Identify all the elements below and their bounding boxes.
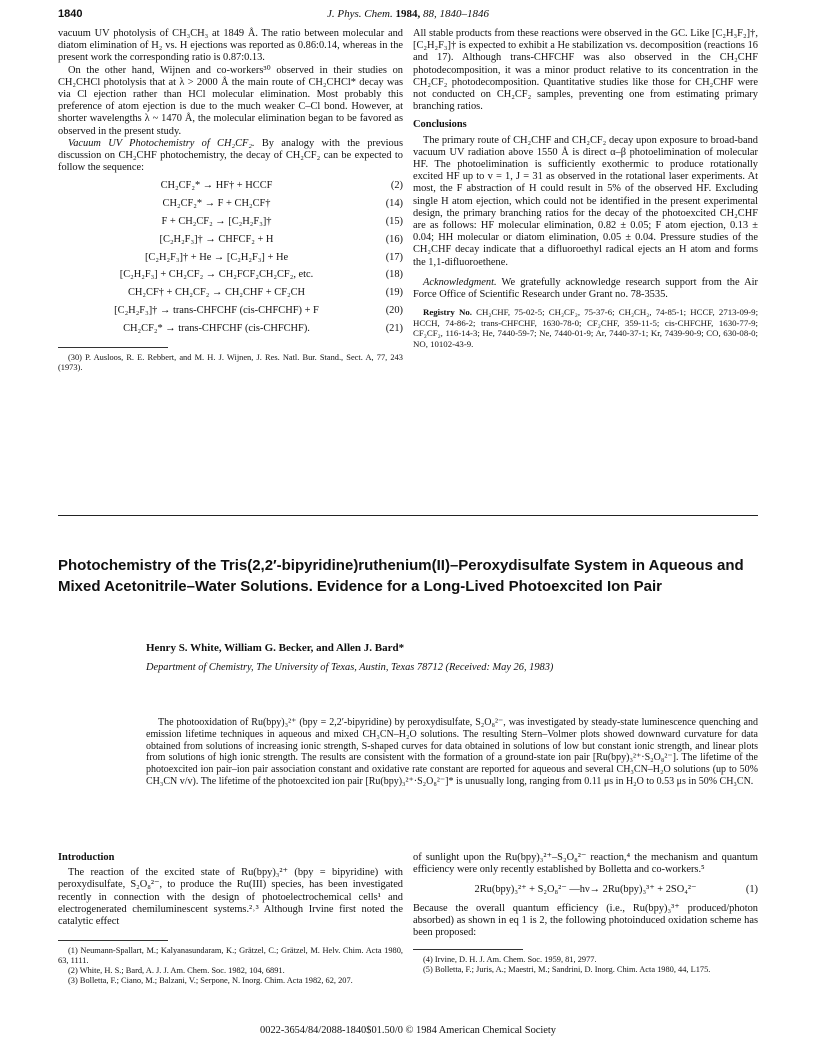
section-heading: Conclusions [413, 119, 467, 131]
footnote-rule [58, 347, 168, 348]
paragraph: The reaction of the excited state of Ru(bpy)₃²⁺ (bpy = bipyridine) with peroxydisulfate, S₂O₈²⁻, to produce the Ru(III) species, has been investigated recently in connection with the design of photoelectrochemical cells¹ and electrogenerated chemiluminescent systems.²˒³ Although Irvine first noted the catalytic effect [58, 867, 403, 928]
abstract [146, 717, 758, 788]
equation: F + CH₂CF₂ → [C₂H₂F₃]† (15) [161, 216, 403, 228]
footnote: (1) Neumann-Spallart, M.; Kalyanasundaram, K.; Grätzel, C.; Grätzel, M. Helv. Chim. Acta 1980, 63, 1111. [58, 946, 403, 966]
equation-number: (1) [745, 884, 758, 896]
equation [413, 884, 758, 896]
footnote-rule [58, 940, 168, 941]
intro-right-column [413, 852, 758, 975]
registry-head: Registry No. [423, 307, 472, 318]
equation: [C₂H₂F₃] + CH₂CF₂ → CH₂FCF₂CH₂CF₂, etc. (18) [119, 269, 403, 281]
equation: [C₂H₂F₃]† → CHFCF₂ + H (16) [159, 233, 403, 245]
paragraph: vacuum UV photolysis of CH₃CH₃ at 1849 Å. The ratio between molecular and diatom elimination of H₂ vs. H ejections was reported as 0.86:0.14, whereas in the present work the corresponding ratio is 0.87:0.13. [58, 28, 403, 64]
footnote: (5) Bolletta, F.; Juris, A.; Maestri, M.; Sandrini, D. Inorg. Chim. Acta 1980, 44, L175. [423, 965, 711, 975]
registry-numbers [413, 307, 758, 349]
paragraph [58, 138, 403, 175]
equation-block [58, 180, 403, 340]
equation: [C₂H₂F₃]† → trans-CHFCHF (cis-CHFCHF) + F (20) [114, 305, 403, 317]
acknowledgment [413, 277, 758, 301]
journal-pages: 88, 1840–1846 [422, 8, 489, 20]
registry-text: CH₂CHF, 75-02-5; CH₂CF₂, 75-37-6; CH₂CH₂, 74-85-1; HCCF, 2713-09-9; HCCH, 74-86-2; trans-CHFCHF, 1630-78-0; CF₂CHF, 359-11-5; cis-CHFCHF, 1630-77-9; CF₂CF₂, 116-14-3; He, 7440-59-7; Ne, 7440-01-9; Ar, 7440-37-1; Kr, 7439-90-9; CO, 630-08-0; NO, 10102-43-9. [413, 307, 759, 350]
left-column [58, 28, 403, 373]
running-header [58, 8, 758, 24]
journal-citation [58, 8, 758, 20]
equation: CH₂CF₂* → F + CH₂CF† (14) [162, 198, 403, 210]
article-affiliation: Department of Chemistry, The University of Texas, Austin, Texas 78712 (Received: May 26, 1983) [146, 662, 554, 673]
equation: [C₂H₂F₃]† + He → [C₂H₂F₃] + He (17) [144, 251, 403, 263]
article-divider [58, 515, 758, 516]
journal-name: J. Phys. Chem. [327, 8, 393, 20]
abstract-text: The photooxidation of Ru(bpy)₃²⁺ (bpy = 2,2′-bipyridine) by peroxydisulfate, S₂O₈²⁻, was investigated by steady-state luminescence quenching and emission lifetime techniques in aqueous and mixed CH₃CN–H₂O solutions. The resulting Stern–Volmer plots showed downward curvature for data obtained from solutions of increasing ionic strength, S-shaped curves for data obtained in solutions of low but constant ionic strength, and linear plots from solutions of high ionic strength. The results are consistent with the formation of a ground-state ion pair [Ru(bpy)₃²⁺·S₂O₈²⁻]. The lifetime of the photoexcited ion pair–ion pair association constant and oxidative rate constant are reported for aqueous and several CH₃CN–H₂O solutions (up to 50% CH₃CN v/v). The lifetime of the photoexcited ion pair [Ru(bpy)₃²⁺·S₂O₈²⁻]* is unusually long, ranging from 0.11 μs in H₂O to 0.53 μs in 50% CH₃CN. [146, 717, 758, 787]
paragraph-text: By analogy with the previous discussion on CH₂CHF photochemistry, the decay of CH₂CF₂ can be expected to follow the sequence: [58, 137, 403, 174]
section-run-in-head: Vacuum UV Photochemistry of CH₂CF₂. [68, 137, 255, 149]
footnote-rule [413, 949, 523, 950]
footnote: (3) Bolletta, F.; Ciano, M.; Balzani, V.; Serpone, N. Inorg. Chim. Acta 1982, 62, 207. [68, 976, 353, 986]
page-number: 1840 [58, 8, 83, 20]
footnote: (4) Irvine, D. H. J. Am. Chem. Soc. 1959, 81, 2977. [423, 955, 597, 965]
section-heading: Introduction [58, 852, 115, 863]
acknowledgment-head: Acknowledgment. [423, 276, 497, 288]
paragraph: of sunlight upon the Ru(bpy)₃²⁺–S₂O₈²⁻ reaction,⁴ the mechanism and quantum efficiency were only recently established by Bolletta and co-workers.⁵ [413, 852, 758, 876]
equation: CH₂CF₂* → HF† + HCCF (2) [160, 180, 403, 192]
article-title: Photochemistry of the Tris(2,2′-bipyridine)ruthenium(II)–Peroxydisulfate System in Aqueous and Mixed Acetonitrile–Water Solutions. Evidence for a Long-Lived Photoexcited Ion Pair [58, 557, 744, 595]
article-authors: Henry S. White, William G. Becker, and Allen J. Bard* [146, 642, 405, 654]
paragraph: The primary route of CH₂CHF and CH₂CF₂ decay upon exposure to broad-band vacuum UV radiation above 1550 Å is direct α–β photoelimination of molecular HF. The photoelimination is sufficiently exothermic to produce rotationally excited HF up to v = 1, J = 31 as observed in the rotational laser experiments. At most, the F abstraction of H could result in 5% of the observed HF. Excluding single H atom ejection, which could not be identified in the present experimental design, the primary branching ratios for the decay of the photoexcited CH₂CHF are as follows: HF molecular elimination, 0.82 ± 0.05; F atom ejection, 0.13 ± 0.04; HH molecular or diatom elimination, 0.05 ± 0.04. Pressure studies of the CH₂CHF decay indicate that a difluoroethyl radical ejects an H atom and forms the 1,1-difluoroethene. [413, 134, 758, 268]
intro-left-column [58, 852, 403, 986]
paragraph: On the other hand, Wijnen and co-workers³⁰ observed in their studies on CH₂CHCl photolysis that at λ > 2000 Å the main route of CH₂CHCl* decay was via Cl ejection rather than HCl molecular elimination. Most probably this preference of atom ejection is due to the much weaker C–Cl bond. However, at shorter wavelengths λ ~ 1470 Å, the molecular elimination began to be favored as observed in the present study. [58, 64, 403, 137]
acknowledgment-text: We gratefully acknowledge research support from the Air Force Office of Scientific Research under Grant no. 78-3535. [413, 276, 758, 301]
page-footer: 0022-3654/84/2088-1840$01.50/0 © 1984 American Chemical Society [260, 1025, 556, 1036]
equation-text: 2Ru(bpy)₃²⁺ + S₂O₈²⁻ —hν→ 2Ru(bpy)₃³⁺ + 2SO₄²⁻ [474, 884, 697, 896]
equation: CH₂CF† + CH₂CF₂ → CH₂CHF + CF₂CH (19) [127, 287, 403, 299]
equation: CH₂CF₂* → trans-CHFCHF (cis-CHFCHF). (21) [123, 322, 403, 334]
paragraph: Because the overall quantum efficiency (i.e., Ru(bpy)₃³⁺ produced/photon absorbed) as shown in eq 1 is 2, the following photoinduced oxidation scheme has been proposed: [413, 902, 758, 939]
journal-year: 1984, [395, 8, 421, 20]
right-column [413, 28, 758, 350]
footnote: (2) White, H. S.; Bard, A. J. J. Am. Chem. Soc. 1982, 104, 6891. [68, 966, 285, 976]
footnote: (30) P. Ausloos, R. E. Rebbert, and M. H. J. Wijnen, J. Res. Natl. Bur. Stand., Sect. A, 77, 243 (1973). [58, 352, 403, 372]
paragraph: All stable products from these reactions were observed in the GC. Like [C₂H₃F₂]†, [C₂H₂F₃]† is expected to exhibit a He stabilization vs. decomposition (reactions 16 and 17). Although trans-CHFCHF was also observed in the CH₂CHF photodecomposition, it was a minor product relative to its concentration in the CH₂CF₂ photodecomposition. Quantitative studies like those for CH₂CHF were not conducted on CH₂CF₂ samples, preventing one from estimating primary branching ratios. [413, 28, 758, 113]
